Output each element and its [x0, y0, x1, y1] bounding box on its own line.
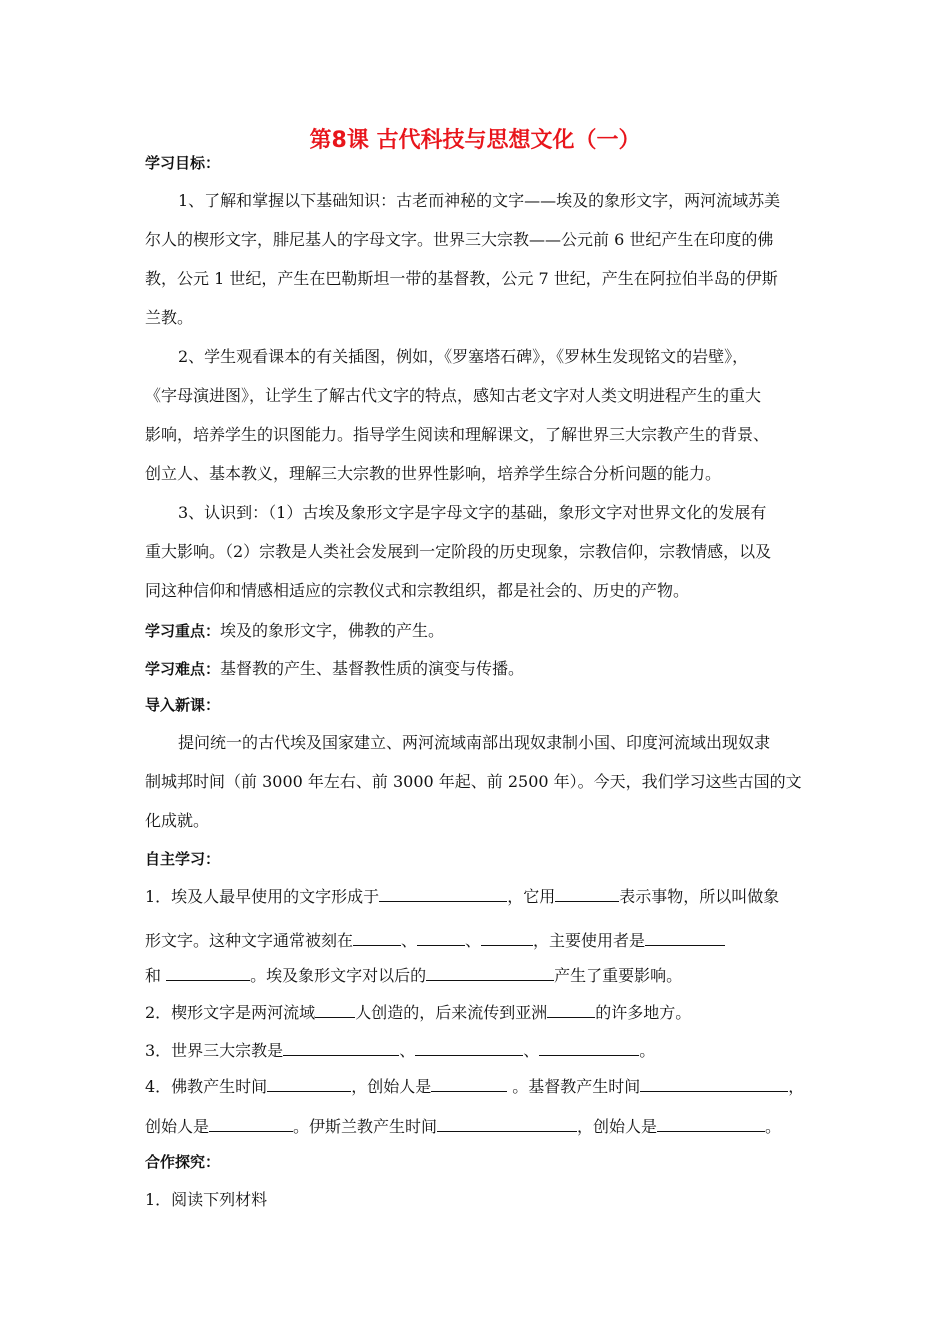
intro-heading: 导入新课：	[145, 696, 221, 714]
question-1-line-3	[145, 963, 682, 986]
answer-blank[interactable]	[539, 1041, 639, 1056]
answer-blank[interactable]	[415, 1041, 523, 1056]
question-3	[145, 1038, 655, 1061]
answer-blank[interactable]	[645, 931, 725, 946]
q-text: 人创造的，后来流传到亚洲	[355, 1003, 548, 1022]
q-text: 。	[765, 1117, 782, 1136]
answer-blank[interactable]	[315, 1003, 355, 1018]
key-points	[145, 618, 444, 641]
q-text: 4．佛教产生时间	[145, 1077, 268, 1096]
q-text: ，	[788, 1077, 805, 1096]
cooperation-item: 1．阅读下列材料	[145, 1190, 268, 1209]
q-text: ，创始人是	[351, 1077, 432, 1096]
goals-line: 重大影响。（2）宗教是人类社会发展到一定阶段的历史现象，宗教信仰，宗教情感，以及	[145, 542, 772, 561]
difficulties	[145, 656, 524, 679]
self-study-heading: 自主学习：	[145, 850, 221, 868]
q-text: 形文字。这种文字通常被刻在	[145, 931, 354, 950]
goals-line: 教，公元 1 世纪，产生在巴勒斯坦一带的基督教，公元 7 世纪，产生在阿拉伯半岛的伊斯	[145, 269, 778, 288]
cooperation-heading: 合作探究：	[145, 1153, 221, 1171]
goals-line: 3、认识到：（1）古埃及象形文字是字母文字的基础，象形文字对世界文化的发展有	[178, 503, 767, 522]
q-text: 、	[465, 931, 482, 950]
answer-blank[interactable]	[555, 887, 619, 902]
question-1-line-2	[145, 928, 725, 951]
q-text: 、	[401, 931, 418, 950]
q-text: 、	[523, 1041, 540, 1060]
q-text: 创始人是	[145, 1117, 210, 1136]
goals-line: 2、学生观看课本的有关插图，例如，《罗塞塔石碑》，《罗林生发现铭文的岩壁》，	[178, 347, 749, 366]
answer-blank[interactable]	[640, 1077, 788, 1092]
q-text: 。埃及象形文字对以后的	[250, 966, 427, 985]
answer-blank[interactable]	[426, 966, 554, 981]
q-text: 的许多地方。	[595, 1003, 692, 1022]
answer-blank[interactable]	[353, 931, 401, 946]
answer-blank[interactable]	[547, 1003, 595, 1018]
answer-blank[interactable]	[283, 1041, 399, 1056]
answer-blank[interactable]	[417, 931, 465, 946]
key-label: 学习重点：	[145, 622, 221, 640]
goals-line: 创立人、基本教义，理解三大宗教的世界性影响，培养学生综合分析问题的能力。	[145, 464, 722, 483]
answer-blank[interactable]	[431, 1077, 507, 1092]
intro-line: 化成就。	[145, 811, 210, 830]
question-4-line-1	[145, 1074, 804, 1097]
key-text: 埃及的象形文字，佛教的产生。	[220, 621, 445, 640]
q-text: ，主要使用者是	[533, 931, 646, 950]
q-text: 2．楔形文字是两河流域	[145, 1003, 316, 1022]
answer-blank[interactable]	[481, 931, 533, 946]
intro-line: 提问统一的古代埃及国家建立、两河流域南部出现奴隶制小国、印度河流域出现奴隶	[178, 733, 771, 752]
q-text: 。	[639, 1041, 656, 1060]
goals-line: 尔人的楔形文字，腓尼基人的字母文字。世界三大宗教——公元前 6 世纪产生在印度的佛	[145, 230, 774, 249]
answer-blank[interactable]	[437, 1117, 577, 1132]
question-1-line-1	[145, 884, 779, 907]
goals-heading: 学习目标：	[145, 154, 221, 172]
q-text: ，它用	[507, 887, 556, 906]
question-4-line-2	[145, 1114, 781, 1137]
question-2	[145, 1000, 691, 1023]
q-text: ，创始人是	[577, 1117, 658, 1136]
answer-blank[interactable]	[209, 1117, 293, 1132]
answer-blank[interactable]	[657, 1117, 765, 1132]
difficulty-label: 学习难点：	[145, 660, 221, 678]
goals-line: 影响，培养学生的识图能力。指导学生阅读和理解课文，了解世界三大宗教产生的背景、	[145, 425, 770, 444]
answer-blank[interactable]	[267, 1077, 351, 1092]
q-text: 、	[399, 1041, 416, 1060]
q-text: 3．世界三大宗教是	[145, 1041, 284, 1060]
page-title: 第8课 古代科技与思想文化（一）	[309, 128, 641, 153]
q-text: 1．埃及人最早使用的文字形成于	[145, 887, 380, 906]
q-text: 。基督教产生时间	[507, 1077, 641, 1096]
intro-line: 制城邦时间（前 3000 年左右、前 3000 年起、前 2500 年）。今天，我们学习这些古国的文	[145, 772, 802, 791]
goals-line: 1、了解和掌握以下基础知识：古老而神秘的文字——埃及的象形文字，两河流域苏美	[178, 191, 781, 210]
difficulty-text: 基督教的产生、基督教性质的演变与传播。	[220, 659, 525, 678]
answer-blank[interactable]	[379, 887, 507, 902]
q-text: 产生了重要影响。	[554, 966, 683, 985]
goals-line: 兰教。	[145, 308, 194, 327]
q-text: 表示事物，所以叫做象	[619, 887, 780, 906]
q-text: 。伊斯兰教产生时间	[293, 1117, 438, 1136]
q-text: 和	[145, 966, 167, 985]
answer-blank[interactable]	[166, 966, 250, 981]
goals-line: 《字母演进图》，让学生了解古代文字的特点，感知古老文字对人类文明进程产生的重大	[145, 386, 762, 405]
goals-line: 同这种信仰和情感相适应的宗教仪式和宗教组织，都是社会的、历史的产物。	[145, 581, 690, 600]
